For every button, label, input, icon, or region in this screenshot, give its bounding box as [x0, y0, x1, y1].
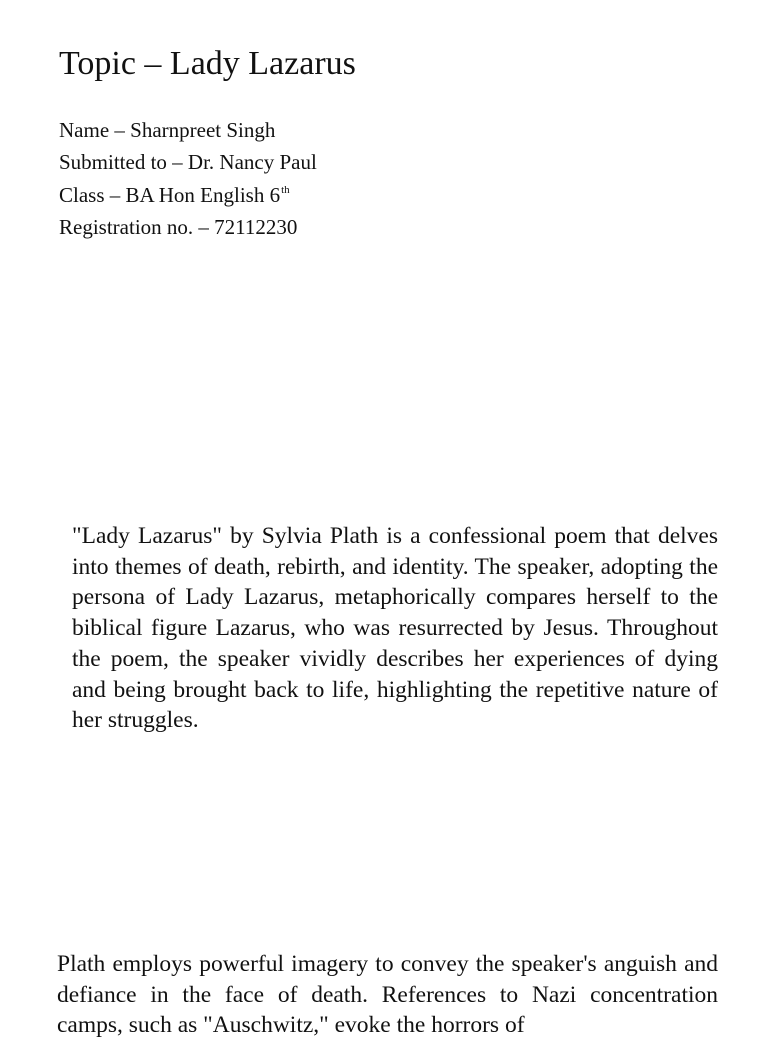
class-ordinal-suffix: th — [281, 183, 290, 196]
student-details — [59, 114, 317, 243]
page-title: Topic – Lady Lazarus — [59, 45, 356, 82]
class-text: Class – BA Hon English 6 — [59, 182, 281, 207]
registration-number: Registration no. – 72112230 — [59, 214, 298, 239]
body-paragraph-1: "Lady Lazarus" by Sylvia Plath is a confessional poem that delves into themes of death, rebirth, and identity. The speaker, adopting the persona of Lady Lazarus, metaphorically compares herself to the biblical figure Lazarus, who was resurrected by Jesus. Throughout the poem, the speaker vividly describes her experiences of dying and being brought back to life, highlighting the repetitive nature of her struggles. — [72, 523, 718, 734]
student-name: Name – Sharnpreet Singh — [59, 118, 276, 142]
class-line — [59, 179, 317, 211]
body-paragraph-2: Plath employs powerful imagery to convey the speaker's anguish and defiance in the face of death. References to Nazi concentration camps, such as "Auschwitz," evoke the horrors of — [57, 951, 718, 1038]
submitted-to: Submitted to – Dr. Nancy Paul — [59, 150, 317, 175]
